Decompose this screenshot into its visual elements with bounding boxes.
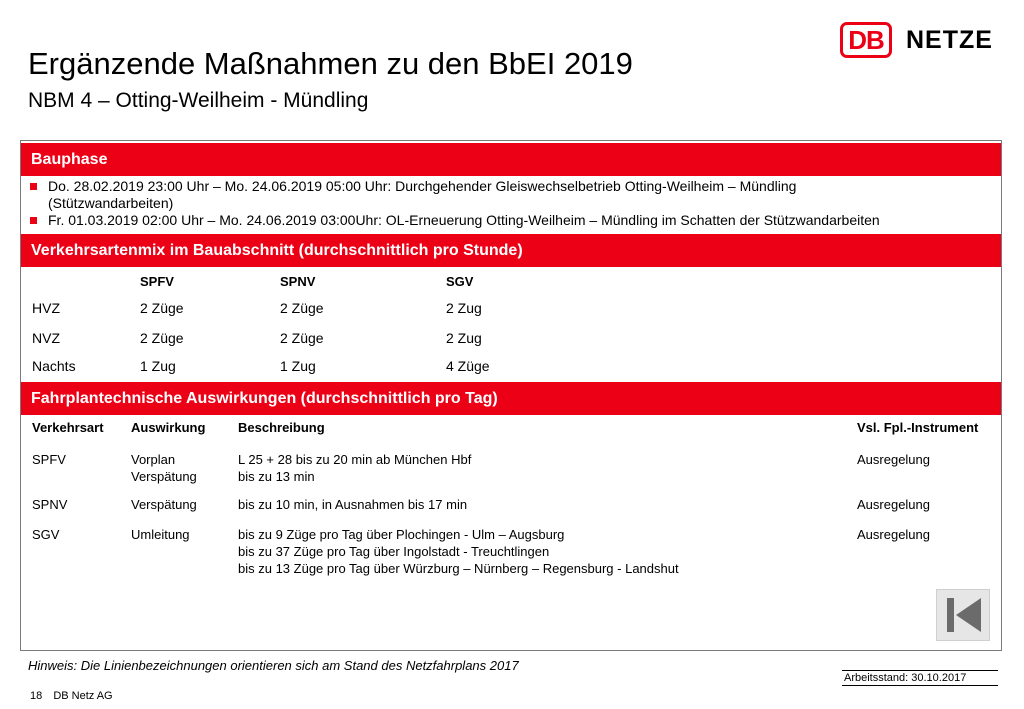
table-cell: Umleitung: [131, 527, 190, 542]
netze-wordmark: NETZE: [906, 25, 993, 54]
company-name: DB Netz AG: [53, 690, 113, 702]
row-label: Nachts: [32, 358, 76, 374]
row-label: HVZ: [32, 300, 60, 316]
table-cell: 4 Züge: [446, 358, 490, 374]
bauphase-item-text: Do. 28.02.2019 23:00 Uhr – Mo. 24.06.2019 05:00 Uhr: Durchgehender Gleiswechselbetrieb Otting-Weilheim – Mündling: [48, 178, 797, 194]
db-logo-mark: DB: [840, 22, 892, 58]
nav-first-slide-button[interactable]: [936, 589, 990, 641]
table-cell: Ausregelung: [857, 497, 930, 512]
hinweis-note: Hinweis: Die Linienbezeichnungen orientieren sich am Stand des Netzfahrplans 2017: [28, 658, 519, 673]
table-cell: bis zu 10 min, in Ausnahmen bis 17 min: [238, 497, 468, 512]
table-cell: Vorplan: [131, 452, 176, 467]
skip-to-start-icon: [937, 590, 989, 640]
column-header-spnv: SPNV: [280, 274, 316, 289]
page-subtitle: NBM 4 – Otting-Weilheim - Mündling: [28, 89, 369, 112]
table-cell: 2 Züge: [140, 330, 184, 346]
table-cell: bis zu 9 Züge pro Tag über Plochingen - Ulm – Augsburg: [238, 527, 565, 542]
table-cell: 1 Zug: [280, 358, 316, 374]
table-cell: SPFV: [32, 452, 66, 467]
table-cell: bis zu 13 Züge pro Tag über Würzburg – Nürnberg – Regensburg - Landshut: [238, 561, 679, 576]
bauphase-item: [30, 212, 995, 229]
column-header-instrument: Vsl. Fpl.-Instrument: [857, 420, 979, 435]
table-cell: 2 Züge: [280, 330, 324, 346]
table-cell: SGV: [32, 527, 60, 542]
page-number: 18: [30, 690, 43, 702]
bauphase-list: [30, 178, 995, 229]
column-header-spfv: SPFV: [140, 274, 174, 289]
section-header-bauphase: Bauphase: [21, 143, 1001, 176]
table-cell: SPNV: [32, 497, 68, 512]
table-cell: Verspätung: [131, 497, 197, 512]
row-label: NVZ: [32, 330, 60, 346]
column-header-sgv: SGV: [446, 274, 474, 289]
bauphase-item: [30, 178, 995, 212]
table-cell: Verspätung: [131, 469, 197, 484]
table-cell: 2 Züge: [140, 300, 184, 316]
column-header-beschreibung: Beschreibung: [238, 420, 325, 435]
table-cell: 2 Zug: [446, 330, 482, 346]
page-title: Ergänzende Maßnahmen zu den BbEI 2019: [28, 46, 633, 81]
table-cell: Ausregelung: [857, 527, 930, 542]
table-cell: Ausregelung: [857, 452, 930, 467]
section-header-verkehrsartenmix: Verkehrsartenmix im Bauabschnitt (durchschnittlich pro Stunde): [21, 234, 1001, 267]
db-netze-logo: [840, 20, 993, 60]
table-cell: 1 Zug: [140, 358, 176, 374]
bauphase-item-text: (Stützwandarbeiten): [48, 195, 174, 211]
table-cell: L 25 + 28 bis zu 20 min ab München Hbf: [238, 452, 472, 467]
column-header-verkehrsart: Verkehrsart: [32, 420, 104, 435]
table-cell: bis zu 13 min: [238, 469, 315, 484]
footer: [30, 690, 121, 702]
table-cell: 2 Zug: [446, 300, 482, 316]
arbeitsstand: Arbeitsstand: 30.10.2017: [842, 670, 998, 686]
section-header-auswirkungen: Fahrplantechnische Auswirkungen (durchschnittlich pro Tag): [21, 382, 1001, 415]
table-cell: 2 Züge: [280, 300, 324, 316]
bauphase-item-text: Fr. 01.03.2019 02:00 Uhr – Mo. 24.06.2019 03:00Uhr: OL-Erneuerung Otting-Weilheim – Mündling im Schatten der Stützwandarbeiten: [48, 212, 880, 228]
table-cell: bis zu 37 Züge pro Tag über Ingolstadt - Treuchtlingen: [238, 544, 550, 559]
column-header-auswirkung: Auswirkung: [131, 420, 206, 435]
